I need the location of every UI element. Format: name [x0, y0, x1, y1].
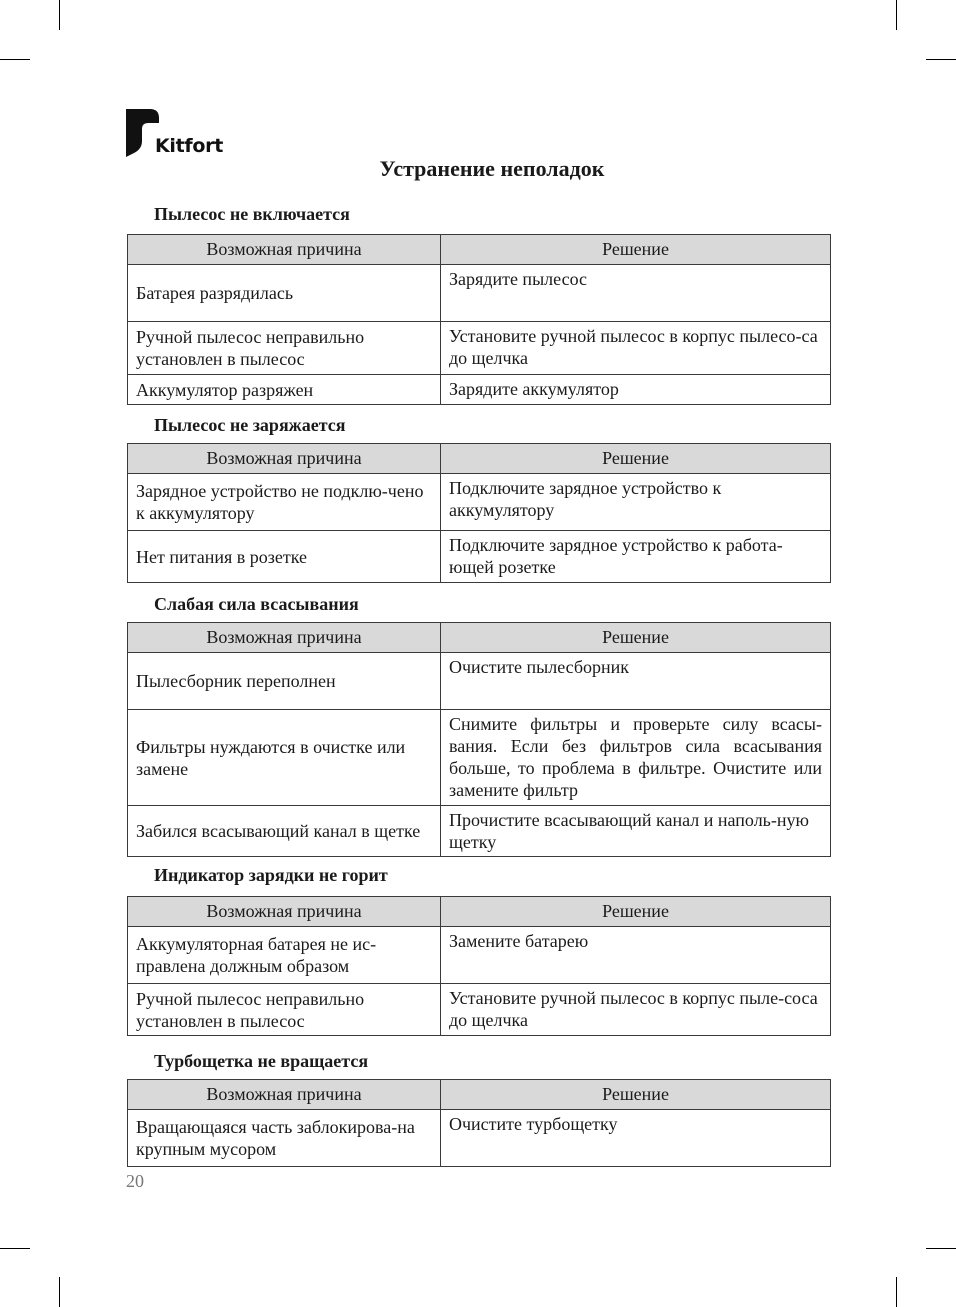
solution-cell: Снимите фильтры и проверьте силу всасы-вания. Если без фильтров сила всасывания больше, то проблема в фильтре. Очистите или замените фильтр: [441, 710, 831, 806]
header-solution: Решение: [441, 444, 831, 474]
troubleshooting-table: [127, 896, 831, 1036]
cause-cell: Вращающаяся часть заблокирова-на крупным мусором: [128, 1110, 441, 1167]
section-weak-suction: [127, 592, 830, 857]
troubleshooting-table: [127, 1079, 831, 1167]
solution-cell: Подключите зарядное устройство к аккумулятору: [441, 474, 831, 531]
solution-cell: Зарядите пылесос: [441, 265, 831, 322]
header-solution: Решение: [441, 1080, 831, 1110]
solution-cell: Прочистите всасывающий канал и наполь-ную щетку: [441, 806, 831, 857]
cause-cell: Фильтры нуждаются в очистке или замене: [128, 710, 441, 806]
solution-cell: Зарядите аккумулятор: [441, 375, 831, 405]
cause-cell: Зарядное устройство не подклю-чено к аккумулятору: [128, 474, 441, 531]
troubleshooting-table: [127, 622, 831, 857]
cause-cell: Ручной пылесос неправильно установлен в пылесос: [128, 322, 441, 375]
header-cause: Возможная причина: [128, 623, 441, 653]
header-cause: Возможная причина: [128, 235, 441, 265]
brand-name: Kitfort: [155, 135, 223, 157]
solution-cell: Установите ручной пылесос в корпус пылесо-са до щелчка: [441, 322, 831, 375]
header-cause: Возможная причина: [128, 444, 441, 474]
crop-mark: [0, 59, 30, 60]
crop-mark: [896, 1277, 897, 1307]
crop-mark: [926, 1248, 956, 1249]
crop-mark: [896, 0, 897, 30]
solution-cell: Подключите зарядное устройство к работа-ющей розетке: [441, 531, 831, 583]
section-title: Пылесос не заряжается: [154, 415, 346, 435]
cause-cell: Забился всасывающий канал в щетке: [128, 806, 441, 857]
header-solution: Решение: [441, 235, 831, 265]
header-cause: Возможная причина: [128, 1080, 441, 1110]
cause-cell: Пылесборник переполнен: [128, 653, 441, 710]
section-title: Пылесос не включается: [154, 204, 350, 224]
cause-cell: Аккумуляторная батарея не ис-правлена должным образом: [128, 927, 441, 984]
cause-cell: Батарея разрядилась: [128, 265, 441, 322]
section-indicator-off: [127, 863, 830, 1036]
crop-mark: [59, 0, 60, 30]
solution-cell: Очистите пылесборник: [441, 653, 831, 710]
header-solution: Решение: [441, 623, 831, 653]
cause-cell: Аккумулятор разряжен: [128, 375, 441, 405]
page-title: Устранение неполадок: [379, 156, 605, 181]
header-cause: Возможная причина: [128, 897, 441, 927]
section-not-charging: [127, 413, 830, 583]
section-title: Индикатор зарядки не горит: [154, 865, 388, 885]
solution-cell: Установите ручной пылесос в корпус пыле-соса до щелчка: [441, 984, 831, 1036]
page-number: 20: [126, 1171, 144, 1191]
section-turbo-brush: [127, 1049, 830, 1167]
cause-cell: Ручной пылесос неправильно установлен в пылесос: [128, 984, 441, 1036]
solution-cell: Очистите турбощетку: [441, 1110, 831, 1167]
troubleshooting-table: [127, 443, 831, 583]
section-title: Турбощетка не вращается: [154, 1051, 369, 1071]
crop-mark: [0, 1248, 30, 1249]
header-solution: Решение: [441, 897, 831, 927]
section-title: Слабая сила всасывания: [154, 594, 359, 614]
troubleshooting-table: [127, 234, 831, 405]
crop-mark: [59, 1277, 60, 1307]
cause-cell: Нет питания в розетке: [128, 531, 441, 583]
section-not-turning-on: [127, 202, 830, 405]
solution-cell: Замените батарею: [441, 927, 831, 984]
crop-mark: [926, 59, 956, 60]
